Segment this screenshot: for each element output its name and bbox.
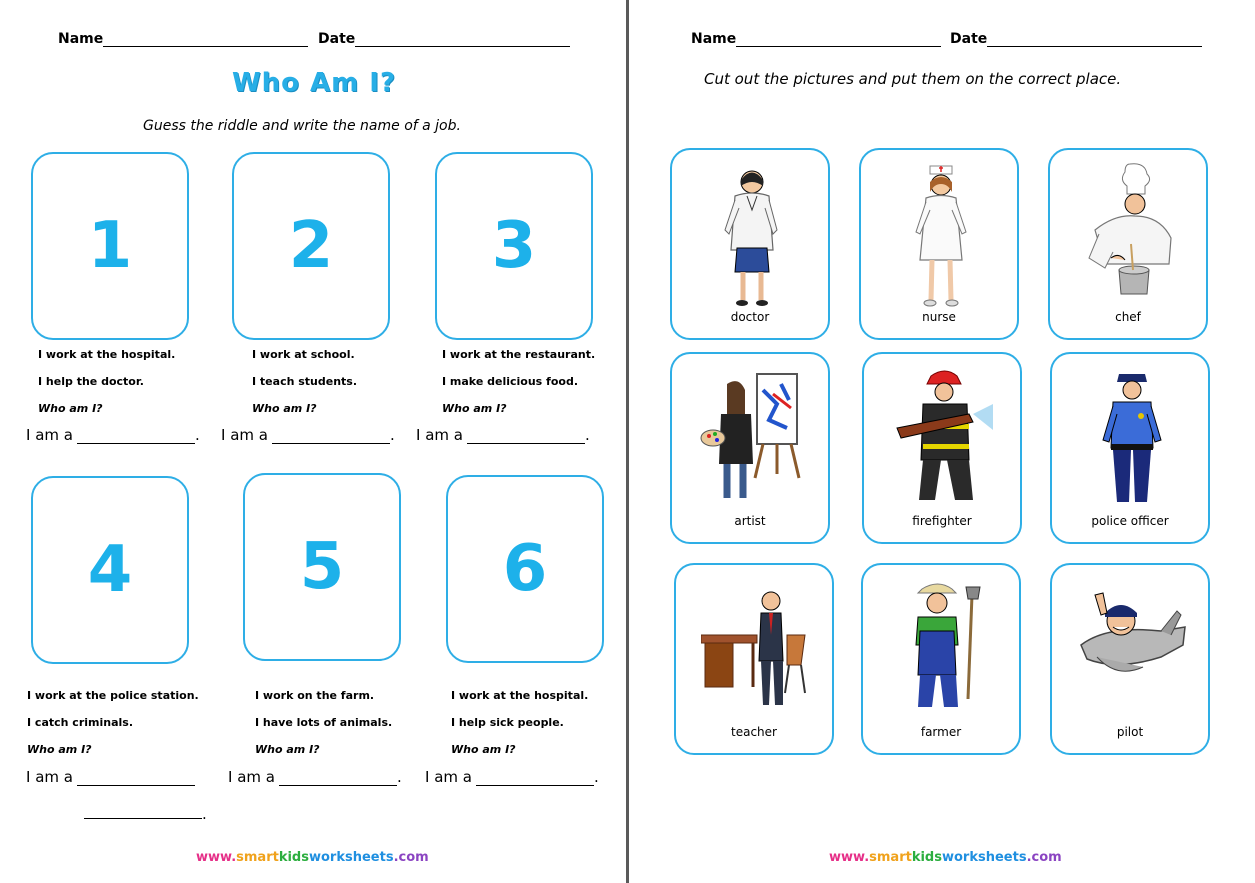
- number-box-6: 6: [446, 475, 604, 663]
- name-line: [103, 32, 308, 47]
- website-footer[interactable]: [829, 850, 1062, 865]
- footer-smart: smart: [236, 850, 279, 865]
- number-box-1: 1: [31, 152, 189, 340]
- card-label: farmer: [920, 725, 962, 739]
- riddle-6: [451, 682, 588, 763]
- number-box-5: 5: [243, 473, 401, 661]
- date-field[interactable]: [318, 31, 570, 47]
- riddle-line: I work on the farm.: [255, 689, 375, 702]
- website-footer[interactable]: [196, 850, 429, 865]
- riddle-1: [38, 341, 175, 422]
- footer-www: www.: [829, 850, 870, 865]
- number-box-3: 3: [435, 152, 593, 340]
- answer-2[interactable]: [221, 426, 395, 444]
- answer-prefix: I am a: [221, 426, 268, 444]
- answer-blank[interactable]: [279, 771, 397, 786]
- card-label: doctor: [730, 310, 770, 324]
- riddle-line: I work at the restaurant.: [442, 348, 596, 361]
- riddle-line: I catch criminals.: [27, 716, 134, 729]
- job-card-teacher[interactable]: [674, 563, 834, 755]
- riddle-3: [442, 341, 595, 422]
- card-label: nurse: [922, 310, 956, 324]
- answer-suffix: .: [389, 426, 395, 444]
- riddle-line: I make delicious food.: [442, 375, 579, 388]
- answer-suffix: .: [396, 768, 402, 786]
- job-card-chef[interactable]: [1048, 148, 1208, 340]
- riddle-question: Who am I?: [38, 402, 103, 415]
- date-label: Date: [318, 31, 356, 47]
- job-card-doctor[interactable]: [670, 148, 830, 340]
- answer-6[interactable]: [425, 768, 599, 786]
- answer-4[interactable]: [26, 768, 195, 786]
- date-label: Date: [950, 31, 988, 47]
- riddle-2: [252, 341, 357, 422]
- riddle-line: I help sick people.: [451, 716, 564, 729]
- job-card-artist[interactable]: [670, 352, 830, 544]
- answer-prefix: I am a: [26, 768, 73, 786]
- riddle-question: Who am I?: [442, 402, 507, 415]
- date-line: [987, 32, 1202, 47]
- footer-smart: smart: [869, 850, 912, 865]
- footer-worksheets: worksheets: [308, 850, 394, 865]
- answer-prefix: I am a: [416, 426, 463, 444]
- footer-kids: kids: [911, 850, 942, 865]
- instruction-text: Guess the riddle and write the name of a job.: [143, 118, 461, 134]
- date-line: [355, 32, 570, 47]
- answer-prefix: I am a: [228, 768, 275, 786]
- answer-prefix: I am a: [26, 426, 73, 444]
- answer-1[interactable]: [26, 426, 200, 444]
- riddle-5: [255, 682, 392, 763]
- riddle-question: Who am I?: [255, 743, 320, 756]
- job-card-nurse[interactable]: [859, 148, 1019, 340]
- riddle-line: I teach students.: [252, 375, 358, 388]
- answer-prefix: I am a: [425, 768, 472, 786]
- chef-icon: [1075, 160, 1185, 310]
- number-box-2: 2: [232, 152, 390, 340]
- answer-blank[interactable]: [77, 429, 195, 444]
- worksheet-title: Who Am I?: [231, 68, 397, 98]
- answer-4-extra-blank[interactable]: [84, 818, 202, 819]
- name-field[interactable]: [691, 31, 941, 47]
- footer-kids: kids: [278, 850, 309, 865]
- card-label: artist: [734, 514, 766, 528]
- riddle-line: I work at the hospital.: [38, 348, 176, 361]
- job-card-firefighter[interactable]: [862, 352, 1022, 544]
- answer-blank[interactable]: [77, 771, 195, 786]
- page-divider: [626, 0, 629, 883]
- footer-worksheets: worksheets: [941, 850, 1027, 865]
- answer-suffix: .: [194, 426, 200, 444]
- farmer-icon: [888, 575, 998, 725]
- riddle-question: Who am I?: [451, 743, 516, 756]
- name-line: [736, 32, 941, 47]
- answer-3[interactable]: [416, 426, 590, 444]
- artist-icon: [697, 364, 807, 514]
- card-label: teacher: [731, 725, 777, 739]
- name-label: Name: [691, 31, 737, 47]
- firefighter-icon: [889, 364, 999, 514]
- job-card-pilot[interactable]: [1050, 563, 1210, 755]
- riddle-4: [27, 682, 199, 763]
- name-label: Name: [58, 31, 104, 47]
- answer-blank[interactable]: [467, 429, 585, 444]
- card-label: firefighter: [912, 514, 972, 528]
- police-officer-icon: [1077, 364, 1187, 514]
- answer-suffix: .: [584, 426, 590, 444]
- riddle-line: I work at the police station.: [27, 689, 199, 702]
- answer-4-suffix: .: [202, 805, 207, 823]
- pilot-icon: [1077, 575, 1187, 725]
- teacher-icon: [701, 575, 811, 725]
- footer-com: .com: [393, 850, 429, 865]
- footer-www: www.: [196, 850, 237, 865]
- riddle-line: I work at school.: [252, 348, 355, 361]
- card-label: police officer: [1091, 514, 1169, 528]
- answer-suffix: .: [593, 768, 599, 786]
- riddle-question: Who am I?: [252, 402, 317, 415]
- number-box-4: 4: [31, 476, 189, 664]
- riddle-line: I have lots of animals.: [255, 716, 393, 729]
- doctor-icon: [697, 160, 807, 310]
- footer-com: .com: [1026, 850, 1062, 865]
- job-card-farmer[interactable]: [861, 563, 1021, 755]
- riddle-line: I work at the hospital.: [451, 689, 589, 702]
- answer-blank[interactable]: [272, 429, 390, 444]
- answer-5[interactable]: [228, 768, 402, 786]
- riddle-line: I help the doctor.: [38, 375, 144, 388]
- nurse-icon: [886, 160, 996, 310]
- right-worksheet-page: [632, 0, 1255, 883]
- date-field[interactable]: [950, 31, 1202, 47]
- answer-blank[interactable]: [476, 771, 594, 786]
- card-label: pilot: [1116, 725, 1144, 739]
- instruction-text: Cut out the pictures and put them on the correct place.: [704, 70, 1122, 88]
- card-label: chef: [1115, 310, 1141, 324]
- name-field[interactable]: [58, 31, 308, 47]
- riddle-question: Who am I?: [27, 743, 92, 756]
- job-card-police-officer[interactable]: [1050, 352, 1210, 544]
